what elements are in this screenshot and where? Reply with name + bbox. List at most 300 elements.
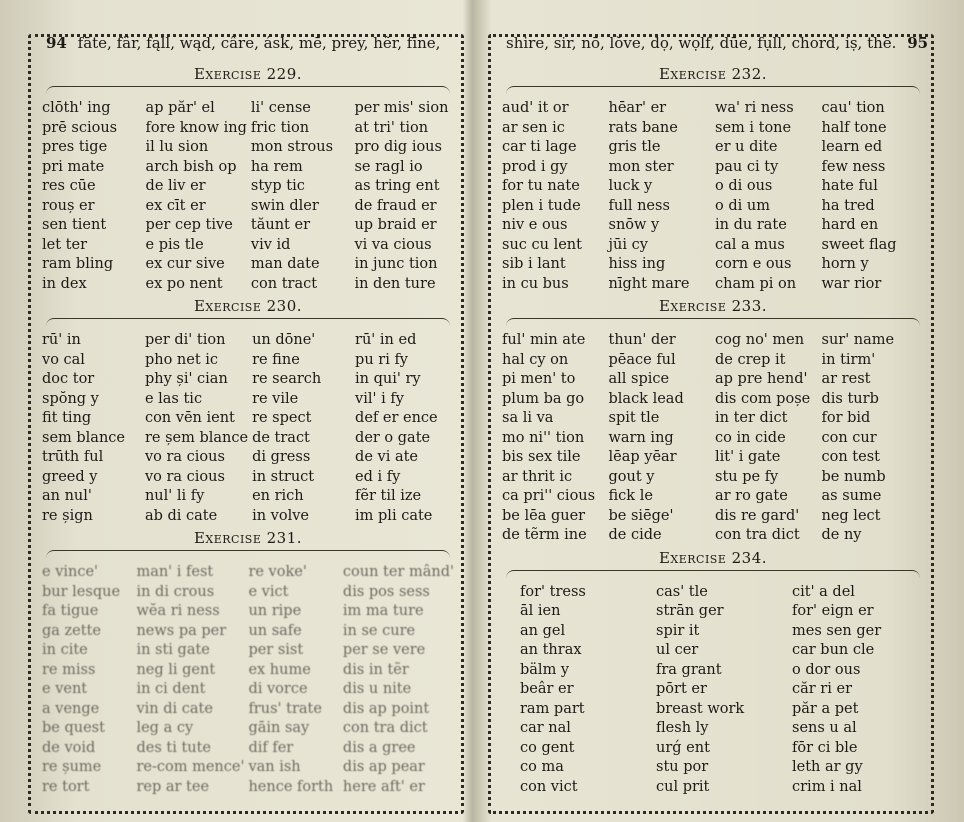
word-entry: in di crous xyxy=(136,583,215,600)
word-entry: cog no' men xyxy=(715,332,805,348)
left-page xyxy=(28,14,464,814)
exercise-section xyxy=(502,296,924,546)
word-entry: fore know ing xyxy=(145,119,247,136)
word-entry: pho net ic xyxy=(144,351,219,368)
word-entry: vil' i fy xyxy=(355,390,404,407)
word-entry: rats bane xyxy=(608,119,678,136)
word-entry: horn y xyxy=(821,256,869,272)
word-entry: ap pre hend' xyxy=(715,371,808,387)
word-column xyxy=(136,563,244,797)
word-entry: o di um xyxy=(715,197,770,214)
word-entry: an thrax xyxy=(520,642,582,658)
word-entry: neg li gent xyxy=(136,661,216,678)
word-column xyxy=(715,331,818,546)
word-column xyxy=(145,331,248,526)
word-entry: at tri' tion xyxy=(354,119,429,136)
word-entry: corn e ous xyxy=(715,256,792,272)
word-entry: re spect xyxy=(252,410,312,426)
word-entry: de ny xyxy=(821,527,862,543)
word-entry: de cide xyxy=(608,527,662,543)
word-entry: rouș er xyxy=(42,197,95,214)
word-entry: all spice xyxy=(608,371,670,387)
word-entry: niv e ous xyxy=(502,217,568,233)
word-entry: for' eign er xyxy=(792,603,874,619)
word-entry: ex cīt er xyxy=(145,197,206,214)
running-head-text: fāte, fär, fąll, wąd, câre, ásk, mē, prey, hẽr, fīne, xyxy=(77,34,441,52)
word-entry: coun ter mând' xyxy=(342,564,454,580)
word-entry: car ti lage xyxy=(502,139,577,155)
word-entry: half tone xyxy=(821,119,887,136)
word-entry: dis a gree xyxy=(342,739,416,756)
word-entry: a venge xyxy=(42,700,100,717)
word-entry: snōw y xyxy=(608,217,660,233)
word-entry: flesh ly xyxy=(656,720,709,736)
word-entry: con tra dict xyxy=(342,720,428,736)
word-entry: wa' ri ness xyxy=(715,100,794,116)
word-entry: mo ni'' tion xyxy=(502,429,585,446)
word-column xyxy=(502,99,605,294)
word-column xyxy=(609,99,712,294)
word-entry: con vēn ient xyxy=(144,410,235,426)
word-entry: der o gate xyxy=(355,429,431,446)
word-grid xyxy=(502,99,924,294)
word-entry: e pis tle xyxy=(145,236,204,253)
word-entry: hard en xyxy=(821,217,879,233)
word-entry: ap păr' el xyxy=(145,100,215,116)
column-brace xyxy=(506,86,920,97)
word-entry: re tort xyxy=(42,778,90,795)
word-entry: spir it xyxy=(656,622,700,639)
word-entry: e vince' xyxy=(42,564,99,580)
word-column xyxy=(822,331,925,546)
word-entry: ar sen ic xyxy=(502,119,565,136)
word-entry: car nal xyxy=(520,720,571,736)
word-entry: frus' trate xyxy=(248,700,322,717)
word-entry: ful' min ate xyxy=(502,332,586,348)
word-entry: pri mate xyxy=(42,158,105,175)
word-entry: un safe xyxy=(248,622,302,639)
word-entry: de fraud er xyxy=(354,197,437,214)
word-entry: mes sen ger xyxy=(792,622,882,639)
word-entry: vo cal xyxy=(42,351,85,368)
word-entry: fric tion xyxy=(250,119,310,136)
word-entry: ha tred xyxy=(821,197,875,214)
word-entry: spit tle xyxy=(608,410,660,426)
word-entry: re-com mence' xyxy=(136,759,245,775)
word-entry: dis ap point xyxy=(342,700,430,717)
word-column xyxy=(354,99,454,294)
page-number: 94 xyxy=(46,34,67,52)
word-entry: pau ci ty xyxy=(715,158,779,175)
exercise-title: Exercise 229. xyxy=(193,65,303,83)
word-entry: clōth' ing xyxy=(42,100,111,116)
right-page xyxy=(488,14,934,814)
exercise-title: Exercise 232. xyxy=(658,65,768,83)
word-entry: căr ri er xyxy=(792,681,852,697)
word-entry: il lu sion xyxy=(145,139,209,155)
word-entry: un ripe xyxy=(248,603,302,619)
word-entry: lēap yēar xyxy=(608,449,677,465)
word-entry: cau' tion xyxy=(821,100,885,116)
word-entry: van ish xyxy=(248,759,301,775)
word-entry: breast work xyxy=(656,700,745,717)
word-entry: ar thrit ic xyxy=(502,468,573,485)
word-entry: păr a pet xyxy=(792,700,859,717)
word-entry: stu por xyxy=(656,759,709,775)
word-column xyxy=(42,331,141,526)
word-entry: jūi cy xyxy=(608,236,648,253)
word-entry: suc cu lent xyxy=(502,236,582,253)
word-entry: de void xyxy=(42,739,96,756)
word-entry: de tẽrm ine xyxy=(502,527,587,543)
word-entry: car bun cle xyxy=(792,642,875,658)
word-entry: re voke' xyxy=(248,564,307,580)
word-grid xyxy=(502,583,924,798)
word-entry: bälm y xyxy=(520,661,570,678)
word-entry: sib i lant xyxy=(502,256,566,272)
word-entry: prē scious xyxy=(42,119,118,136)
column-brace xyxy=(46,550,450,561)
word-entry: hence forth xyxy=(248,778,334,795)
column-brace xyxy=(46,318,450,329)
word-entry: rū' in ed xyxy=(355,332,417,348)
word-entry: per sist xyxy=(248,642,304,658)
word-entry: gāin say xyxy=(248,720,310,736)
word-entry: news pa per xyxy=(136,622,227,639)
word-entry: per se vere xyxy=(342,642,426,658)
word-entry: mon strous xyxy=(250,139,334,155)
word-entry: in tirm' xyxy=(821,351,876,368)
word-entry: fa tigue xyxy=(42,603,99,619)
word-column xyxy=(251,99,351,294)
word-entry: as sume xyxy=(821,488,882,504)
word-entry: ar ro gate xyxy=(715,488,788,504)
word-entry: ed i fy xyxy=(355,468,401,485)
column-brace xyxy=(506,570,920,581)
word-entry: fra grant xyxy=(656,661,722,678)
word-entry: leg a cy xyxy=(136,720,194,736)
word-entry: aud' it or xyxy=(502,100,569,116)
word-entry: be quest xyxy=(42,720,105,736)
word-entry: res cūe xyxy=(42,178,96,194)
word-entry: re șem blance xyxy=(144,429,249,446)
word-entry: nīght mare xyxy=(608,275,690,292)
word-column xyxy=(715,99,818,294)
word-entry: stu pe fy xyxy=(715,468,779,485)
word-entry: e vent xyxy=(42,681,88,697)
word-entry: here aft' er xyxy=(342,778,425,795)
word-entry: fit ting xyxy=(42,410,92,426)
word-column xyxy=(42,563,132,797)
word-grid xyxy=(42,99,454,294)
column-brace xyxy=(46,86,450,97)
word-entry: vo ra cious xyxy=(144,449,225,465)
word-entry: re vile xyxy=(252,390,299,407)
page-number: 95 xyxy=(907,34,929,52)
exercise-title: Exercise 231. xyxy=(193,529,303,547)
word-entry: hal cy on xyxy=(502,351,569,368)
running-head xyxy=(46,34,446,60)
word-entry: o dor ous xyxy=(792,661,861,678)
word-entry: re fine xyxy=(252,351,300,368)
word-entry: im ma ture xyxy=(342,603,424,619)
word-entry: in struct xyxy=(252,468,315,485)
word-entry: hēar' er xyxy=(608,100,667,116)
word-entry: rep ar tee xyxy=(136,778,210,795)
word-entry: in qui' ry xyxy=(355,371,421,387)
word-entry: cit' a del xyxy=(792,583,855,600)
word-entry: im pli cate xyxy=(355,507,433,524)
word-entry: vin di cate xyxy=(136,700,213,717)
word-entry: in sti gate xyxy=(136,642,210,658)
word-grid xyxy=(42,563,454,797)
word-entry: pro dig ious xyxy=(354,139,442,155)
word-entry: dis pos sess xyxy=(342,583,430,600)
word-entry: arch bish op xyxy=(145,158,237,175)
exercise-title: Exercise 233. xyxy=(658,297,768,315)
word-entry: few ness xyxy=(821,158,886,175)
word-entry: con vict xyxy=(520,778,578,795)
exercise-section xyxy=(502,64,924,294)
word-entry: hate ful xyxy=(821,178,878,194)
word-entry: warn ing xyxy=(608,429,674,446)
word-entry: ex hume xyxy=(248,661,311,678)
word-column xyxy=(609,331,712,546)
word-entry: def er ence xyxy=(355,410,438,426)
word-entry: doc tor xyxy=(42,371,95,387)
word-entry: learn ed xyxy=(821,139,883,155)
word-entry: luck y xyxy=(608,178,653,194)
word-entry: co ma xyxy=(520,759,564,775)
word-entry: pēace ful xyxy=(608,351,676,368)
word-entry: dis com poșe xyxy=(715,390,811,407)
exercise-section xyxy=(502,548,924,798)
word-entry: phy și' cian xyxy=(144,371,228,387)
word-entry: re miss xyxy=(42,661,96,678)
word-entry: ram part xyxy=(520,700,585,717)
word-entry: strān ger xyxy=(656,603,724,619)
word-column xyxy=(792,583,924,798)
word-entry: urǵ ent xyxy=(656,739,710,756)
word-entry: hiss ing xyxy=(608,256,666,272)
word-entry: prod i gy xyxy=(502,158,568,175)
word-entry: beâr er xyxy=(520,681,574,697)
word-entry: re șign xyxy=(42,507,93,524)
word-entry: des ti tute xyxy=(136,739,212,756)
word-entry: dis u nite xyxy=(342,681,412,697)
word-entry: o di ous xyxy=(715,178,773,194)
word-entry: an gel xyxy=(520,622,566,639)
word-entry: spŏng y xyxy=(42,390,99,407)
word-entry: co gent xyxy=(520,739,575,756)
word-entry: dis ap pear xyxy=(342,759,425,775)
word-entry: in dex xyxy=(42,275,87,292)
word-entry: thun' der xyxy=(608,332,676,348)
word-entry: full ness xyxy=(608,197,670,214)
word-entry: mon ster xyxy=(608,158,674,175)
word-entry: greed y xyxy=(42,468,98,485)
word-entry: ex po nent xyxy=(145,275,223,292)
word-entry: dis re gard' xyxy=(715,507,800,524)
word-column xyxy=(355,331,454,526)
word-entry: trūth ful xyxy=(42,449,104,465)
word-entry: er u dite xyxy=(715,139,778,155)
word-entry: vo ra cious xyxy=(144,468,225,485)
word-entry: nul' li fy xyxy=(144,488,205,504)
word-entry: en rich xyxy=(252,488,304,504)
exercise-section xyxy=(42,64,454,294)
word-entry: neg lect xyxy=(821,507,881,524)
word-entry: bur lesque xyxy=(42,583,121,600)
word-entry: up braid er xyxy=(354,217,437,233)
word-entry: ab di cate xyxy=(144,507,218,524)
word-entry: ul cer xyxy=(656,642,699,658)
word-entry: de tract xyxy=(252,429,310,446)
word-entry: con test xyxy=(821,449,880,465)
word-column xyxy=(248,563,338,797)
word-entry: wĕa ri ness xyxy=(136,603,220,619)
word-grid xyxy=(502,331,924,546)
word-entry: in ci dent xyxy=(136,681,206,697)
word-column xyxy=(146,99,247,294)
word-entry: per cep tive xyxy=(145,217,233,233)
left-page-content xyxy=(42,64,454,799)
word-column xyxy=(520,583,652,798)
word-entry: swin dler xyxy=(250,197,319,214)
word-entry: pu ri fy xyxy=(355,351,408,368)
word-entry: sa li va xyxy=(502,410,554,426)
word-entry: sens u al xyxy=(792,720,857,736)
word-entry: ca pri'' cious xyxy=(502,488,596,504)
word-entry: se ragl io xyxy=(354,158,423,175)
word-entry: be siēge' xyxy=(608,507,674,524)
word-entry: pōrt er xyxy=(656,681,707,697)
word-entry: crim i nal xyxy=(792,778,862,795)
word-entry: in du rate xyxy=(715,217,787,233)
word-entry: per di' tion xyxy=(144,332,226,348)
word-entry: con tract xyxy=(250,275,318,292)
word-entry: per mis' sion xyxy=(354,100,449,116)
word-entry: de vi ate xyxy=(355,449,418,465)
word-entry: di gress xyxy=(252,449,311,465)
word-entry: re search xyxy=(252,371,322,387)
word-entry: rū' in xyxy=(42,332,81,348)
word-entry: in cite xyxy=(42,642,88,658)
running-head xyxy=(506,34,929,60)
word-entry: plum ba go xyxy=(502,390,585,407)
word-entry: sur' name xyxy=(821,332,895,348)
word-entry: cham pi on xyxy=(715,275,797,292)
word-entry: plen i tude xyxy=(502,197,581,214)
word-entry: leth ar gy xyxy=(792,759,863,775)
word-entry: sweet flag xyxy=(821,236,897,253)
word-entry: for' tress xyxy=(520,583,586,600)
word-grid xyxy=(42,331,454,526)
word-entry: sem i tone xyxy=(715,119,792,136)
word-entry: as tring ent xyxy=(354,178,440,194)
word-entry: bis sex tile xyxy=(502,449,581,465)
word-entry: vi va cious xyxy=(354,236,432,253)
word-entry: black lead xyxy=(608,390,684,407)
word-entry: man' i fest xyxy=(136,564,214,580)
word-entry: in den ture xyxy=(354,275,436,292)
word-entry: in cu bus xyxy=(502,275,569,292)
word-entry: ram bling xyxy=(42,256,114,272)
word-entry: in se cure xyxy=(342,622,416,639)
word-entry: con cur xyxy=(821,429,877,446)
word-entry: re șume xyxy=(42,759,102,775)
word-entry: de crep it xyxy=(715,351,786,368)
word-entry: ar rest xyxy=(821,371,871,387)
word-entry: be lēa guer xyxy=(502,507,586,524)
word-entry: e las tic xyxy=(144,390,203,407)
word-entry: sen tient xyxy=(42,217,107,233)
word-column xyxy=(656,583,788,798)
exercise-section xyxy=(42,528,454,797)
word-entry: in volve xyxy=(252,507,309,524)
word-entry: war rior xyxy=(821,275,882,292)
word-entry: fōr ci ble xyxy=(792,739,858,756)
word-entry: di vorce xyxy=(248,681,308,697)
word-entry: dif fer xyxy=(248,739,294,756)
word-entry: styp tic xyxy=(250,178,305,194)
exercise-title: Exercise 230. xyxy=(193,297,303,315)
word-column xyxy=(343,563,454,797)
right-page-content xyxy=(502,64,924,799)
word-entry: ex cur sive xyxy=(145,256,225,272)
word-column xyxy=(252,331,351,526)
word-column xyxy=(42,99,142,294)
exercise-title: Exercise 234. xyxy=(658,548,768,567)
word-entry: viv id xyxy=(250,236,291,253)
word-entry: li' cense xyxy=(250,100,311,116)
word-entry: in ter dict xyxy=(715,410,788,426)
word-entry: un dōne' xyxy=(252,332,316,348)
word-entry: cul prit xyxy=(656,778,710,795)
word-column xyxy=(502,331,605,546)
word-entry: fick le xyxy=(608,488,653,504)
word-entry: de liv er xyxy=(145,178,206,194)
word-entry: sem blance xyxy=(42,429,125,446)
word-entry: gout y xyxy=(608,468,655,485)
word-entry: con tra dict xyxy=(715,527,800,543)
word-entry: ga zette xyxy=(42,622,101,639)
word-entry: co in cide xyxy=(715,429,786,446)
word-entry: an nul' xyxy=(42,488,92,504)
word-entry: e vict xyxy=(248,583,289,600)
word-entry: man date xyxy=(250,256,320,272)
word-entry: dis in tẽr xyxy=(342,661,409,678)
word-entry: pres tige xyxy=(42,139,108,155)
word-column xyxy=(822,99,925,294)
running-head-text: shire, sir, nō, lŏve, dọ, wọlf, dūe, fụll, chord, iṣ, thē. xyxy=(506,34,897,52)
exercise-section xyxy=(42,296,454,526)
word-entry: for tu nate xyxy=(502,178,580,194)
word-entry: ha rem xyxy=(250,158,303,175)
word-entry: cal a mus xyxy=(715,236,785,253)
column-brace xyxy=(506,318,920,329)
word-entry: cas' tle xyxy=(656,583,708,600)
word-entry: gris tle xyxy=(608,139,661,155)
word-entry: be numb xyxy=(821,468,886,485)
word-entry: dis turb xyxy=(821,390,879,407)
word-entry: lit' i gate xyxy=(715,449,781,465)
word-entry: fẽr til ize xyxy=(355,488,422,504)
word-entry: āl ien xyxy=(520,603,561,619)
word-entry: tăunt er xyxy=(250,217,311,233)
word-entry: for bid xyxy=(821,410,871,426)
word-entry: in junc tion xyxy=(354,256,438,272)
